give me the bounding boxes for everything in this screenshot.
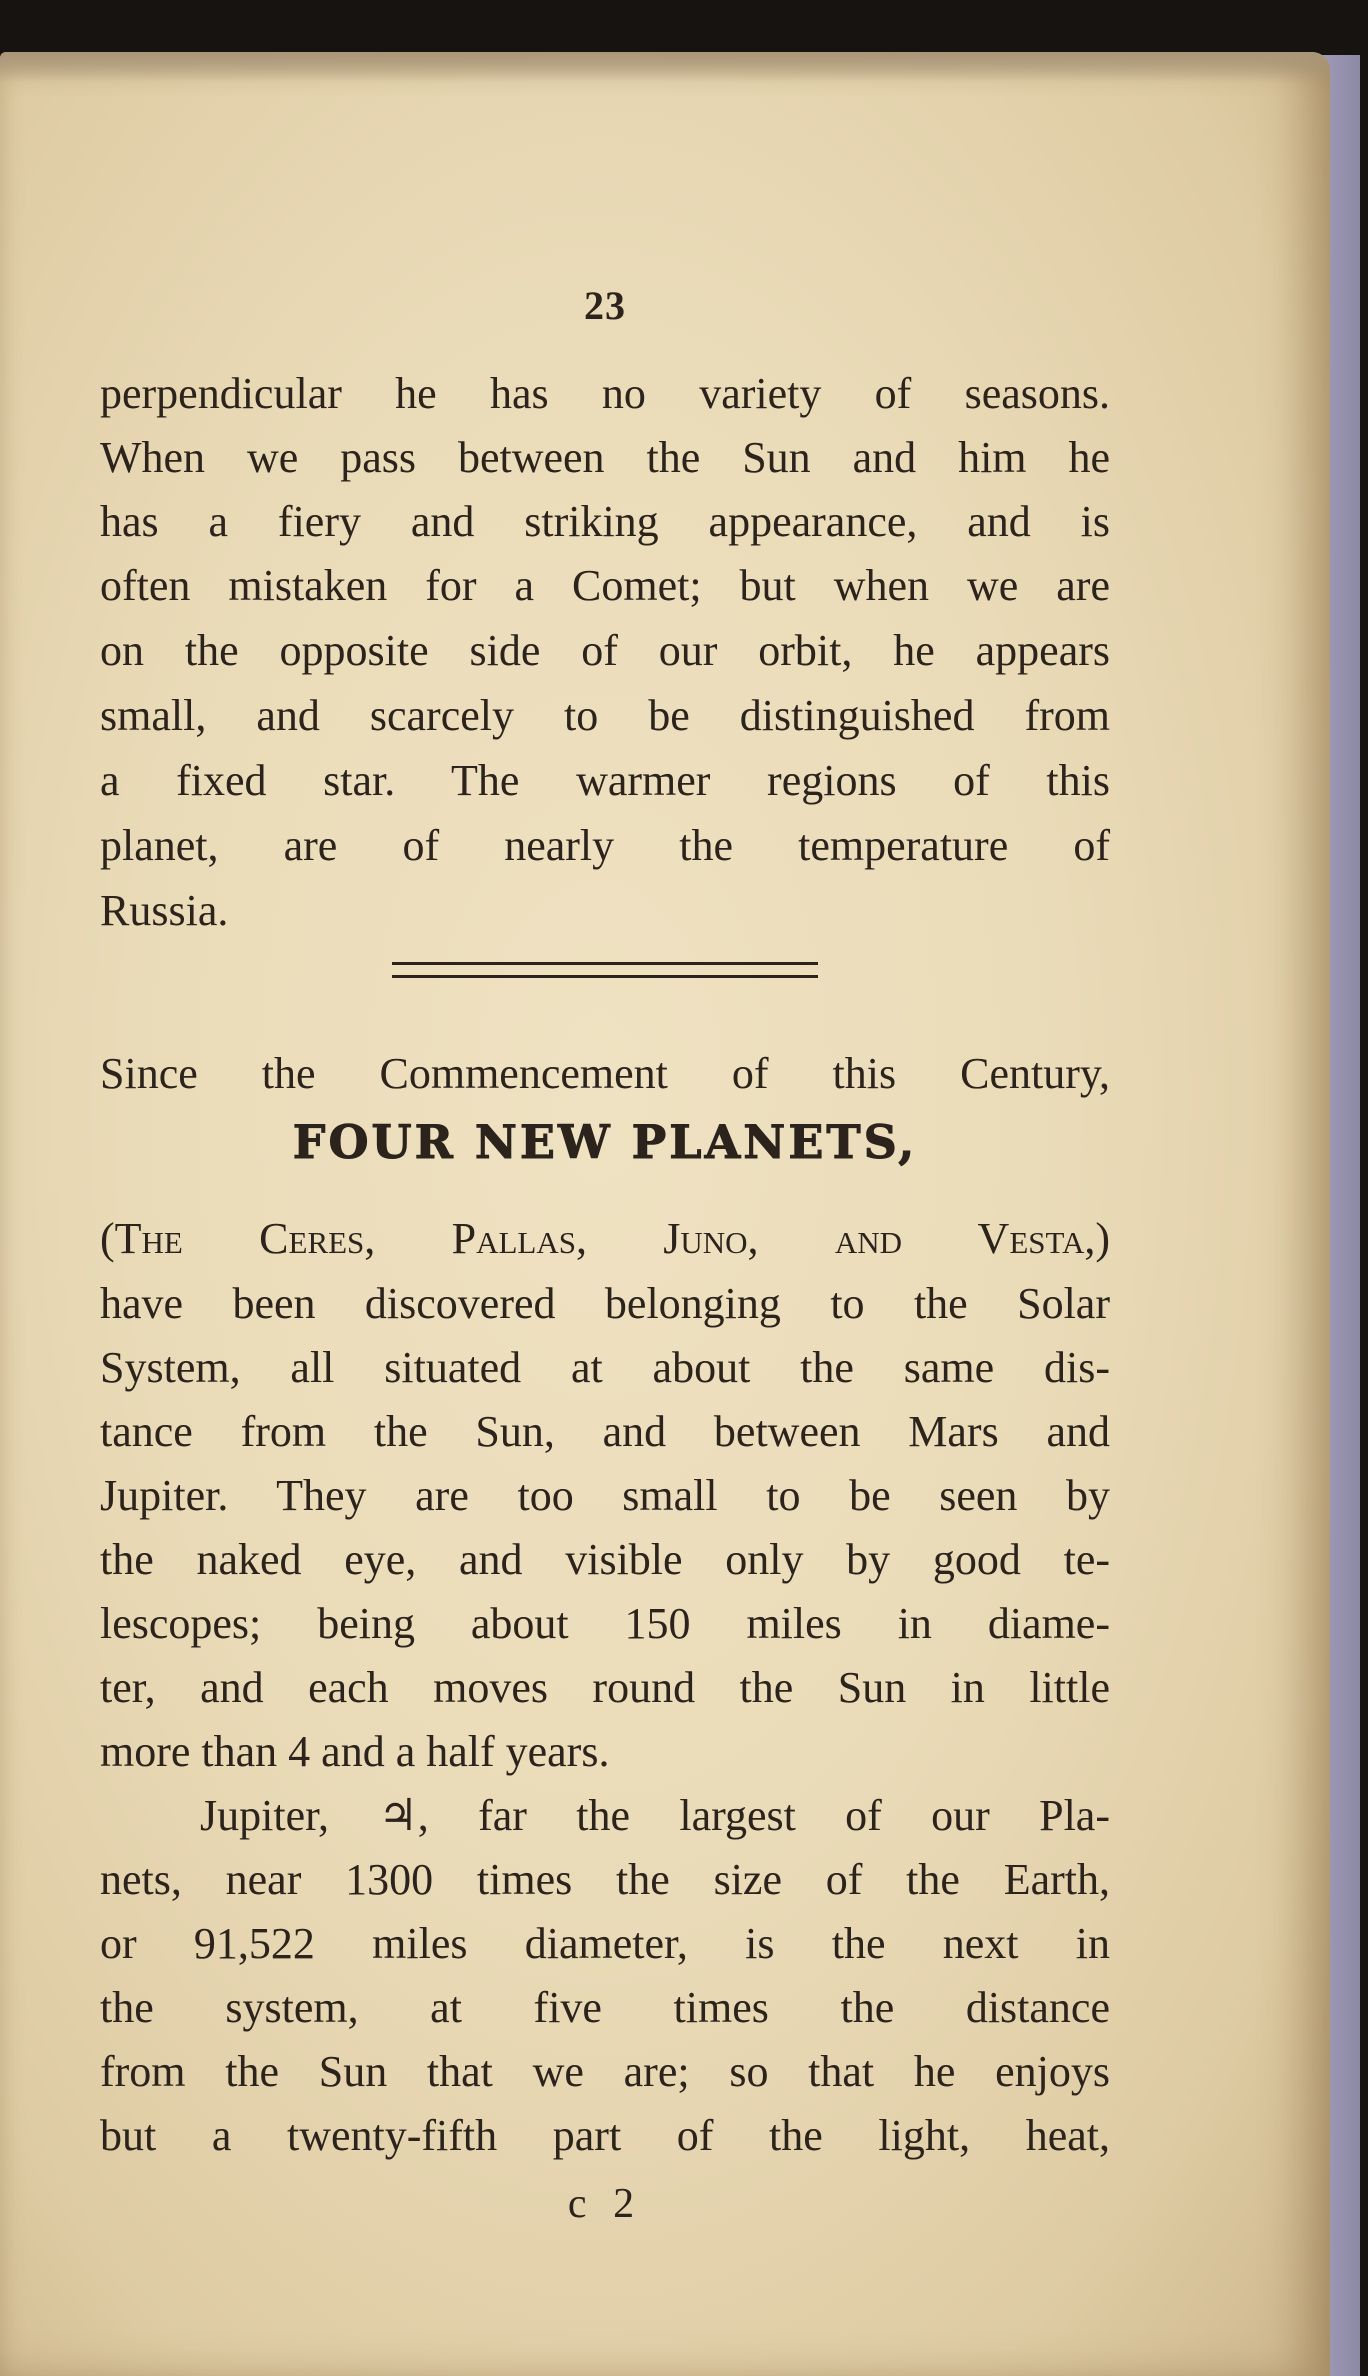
text-line: often mistaken for a Comet; but when we are <box>100 561 1110 610</box>
text-line: planet, are of nearly the temperature of <box>100 821 1110 870</box>
text-line: more than 4 and a half years. <box>100 1727 610 1776</box>
text-line: small, and scarcely to be distinguished from <box>100 691 1110 740</box>
headline: FOUR NEW PLANETS, <box>292 1115 918 1169</box>
text-line: have been discovered belonging to the Solar <box>100 1279 1110 1328</box>
text-line: nets, near 1300 times the size of the Earth, <box>100 1855 1110 1904</box>
text-line: but a twenty-fifth part of the light, heat, <box>100 2111 1110 2160</box>
text-line: ter, and each moves round the Sun in little <box>100 1663 1110 1712</box>
text-line: lescopes; being about 150 miles in diame- <box>100 1599 1110 1648</box>
text-line: a fixed star. The warmer regions of this <box>100 756 1110 805</box>
section-divider-rule <box>392 962 818 978</box>
text-line: Jupiter. They are too small to be seen by <box>100 1471 1110 1520</box>
text-line: Russia. <box>100 886 229 935</box>
book-page <box>0 52 1330 2376</box>
text-line: the naked eye, and visible only by good te- <box>100 1535 1110 1584</box>
signature-mark: c 2 <box>567 2181 643 2227</box>
page-number: 23 <box>584 283 626 328</box>
text-line: (The Ceres, Pallas, Juno, and Vesta,) <box>100 1214 1110 1263</box>
text-line: the system, at five times the distance <box>100 1983 1110 2032</box>
section-intro: Since the Commencement of this Century, <box>100 1049 1110 1098</box>
text-line: or 91,522 miles diameter, is the next in <box>100 1919 1110 1968</box>
text-line: on the opposite side of our orbit, he appears <box>100 626 1110 675</box>
text-line: tance from the Sun, and between Mars and <box>100 1407 1110 1456</box>
text-line: has a fiery and striking appearance, and is <box>100 497 1110 546</box>
text-line: perpendicular he has no variety of seasons. <box>100 369 1110 418</box>
text-line: When we pass between the Sun and him he <box>100 433 1110 482</box>
text-line: from the Sun that we are; so that he enjoys <box>100 2047 1110 2096</box>
text-line: Jupiter, ♃, far the largest of our Pla- <box>200 1791 1110 1840</box>
text-line: System, all situated at about the same dis- <box>100 1343 1110 1392</box>
